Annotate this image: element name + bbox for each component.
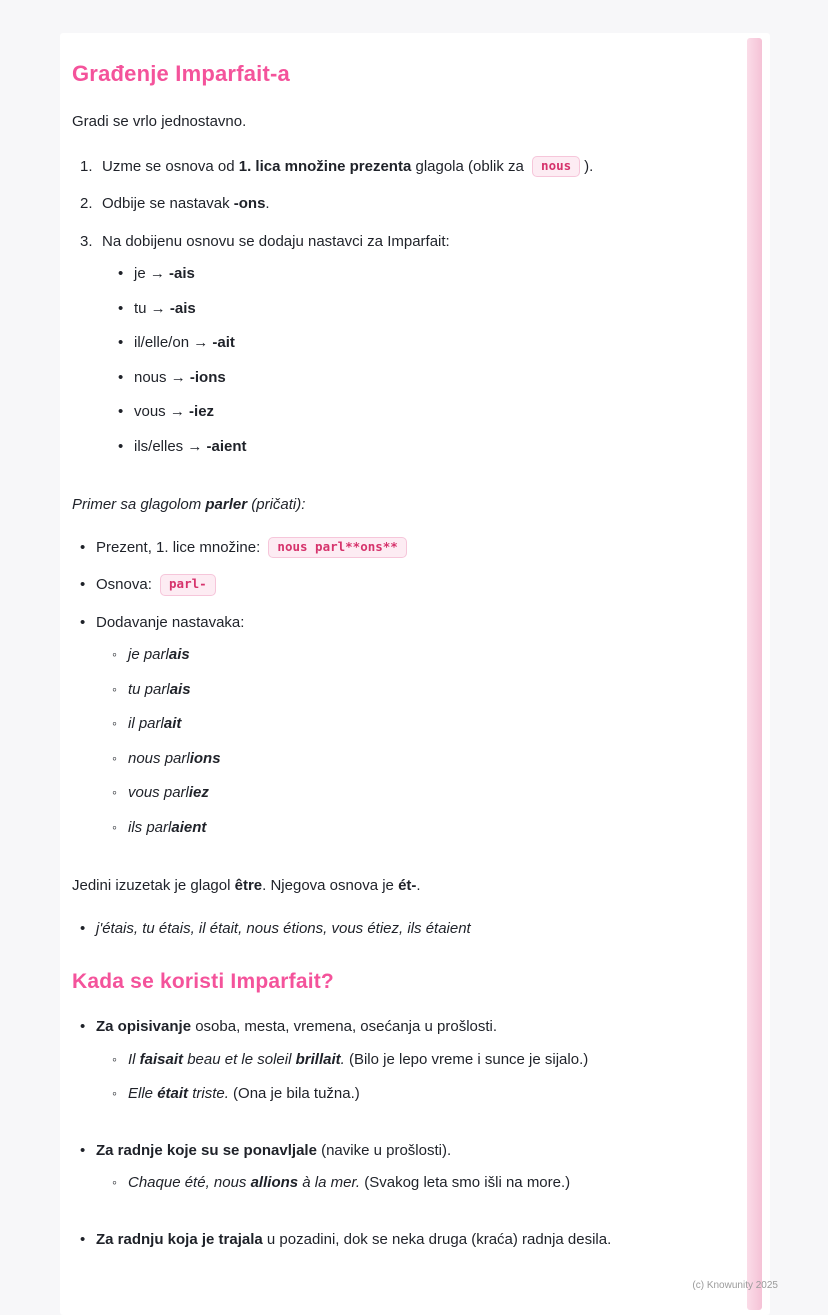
text-run-bold: -aient	[206, 437, 247, 455]
text-run-bold: -iez	[189, 403, 215, 420]
text-run-bold-italic: ions	[189, 749, 221, 767]
exception-example-list	[72, 918, 692, 941]
circle-bullet-marker	[112, 644, 128, 667]
list-item	[80, 1229, 692, 1252]
text-run: je →	[134, 265, 170, 282]
text-run: u pozadini, dok se neka druga (kraća) radnja desila.	[262, 1230, 612, 1248]
text-run-bold: Za radnju koja je trajala	[96, 1230, 263, 1248]
text-run: vous →	[134, 403, 190, 420]
list-item	[112, 679, 692, 702]
bullet-marker	[80, 1140, 96, 1207]
list-item-text	[96, 537, 692, 560]
text-run-bold: -ais	[169, 299, 196, 317]
list-item-text	[134, 263, 195, 286]
list-item-text	[128, 748, 221, 771]
list-item-text: j'étais, tu étais, il était, nous étions, vous étiez, ils étaient	[96, 919, 471, 937]
code-badge: nous parl**ons**	[268, 537, 406, 559]
conjugation-list	[96, 644, 692, 839]
text-run-bold-italic: allions	[250, 1174, 299, 1191]
example-list	[72, 537, 692, 852]
list-item-text	[128, 817, 206, 840]
text-run-italic: je parl	[128, 646, 169, 663]
watermark: (c) Knowunity 2025	[692, 1280, 778, 1291]
text-run-italic: .	[340, 1050, 345, 1068]
text-run-italic: tu parl	[128, 680, 170, 698]
list-item	[80, 156, 692, 179]
text-run: (Ona je bila tužna.)	[228, 1085, 360, 1102]
text-run: ).	[584, 157, 594, 175]
bullet-marker	[118, 332, 134, 355]
text-run-bold-italic: était	[157, 1085, 189, 1102]
bullet-marker	[80, 612, 96, 852]
text-run-bold-italic: brillait	[295, 1050, 341, 1068]
page-title: Građenje Imparfait-a	[72, 61, 290, 86]
list-item-text	[128, 1083, 360, 1106]
steps-list	[72, 156, 692, 471]
intro-paragraph: Gradi se vrlo jednostavno.	[72, 113, 247, 130]
list-item-text	[134, 298, 196, 321]
bullet-marker	[118, 263, 134, 286]
bullet-marker	[118, 298, 134, 321]
text-run-italic: vous parl	[128, 784, 189, 801]
list-item-text	[96, 1229, 692, 1252]
circle-bullet-marker	[112, 1172, 128, 1195]
list-item-text	[134, 401, 214, 424]
list-item	[112, 1083, 692, 1106]
text-run-italic: à la mer.	[298, 1174, 361, 1191]
list-number: 2.	[80, 195, 93, 212]
list-item-text	[96, 574, 692, 597]
list-item	[80, 918, 692, 941]
text-run: Uzme se osnova od	[102, 157, 239, 175]
list-number: 1.	[80, 157, 93, 175]
circle-bullet-marker	[112, 817, 128, 840]
list-item	[112, 748, 692, 771]
circle-bullet-marker	[112, 1049, 128, 1072]
list-item-text	[128, 782, 209, 805]
text-run: Dodavanje nastavaka:	[96, 613, 245, 631]
text-run-bold: ét-	[398, 877, 417, 894]
text-run-bold-italic: iez	[188, 784, 209, 801]
text-run-bold: 1. lica množine prezenta	[238, 157, 412, 175]
text-run: . Njegova osnova je	[262, 877, 399, 894]
text-run-bold: parler	[205, 496, 248, 513]
bullet-marker	[80, 1016, 96, 1118]
section-title: Kada se koristi Imparfait?	[72, 970, 334, 993]
text-run-bold-italic: faisait	[139, 1050, 184, 1068]
text-run-italic: beau et le soleil	[183, 1050, 296, 1068]
text-run-italic: triste.	[188, 1085, 229, 1102]
text-run-italic: Elle	[128, 1085, 158, 1102]
list-item	[118, 436, 692, 459]
list-item	[112, 713, 692, 736]
endings-list	[102, 263, 692, 458]
bullet-marker	[118, 436, 134, 459]
text-run: .	[265, 195, 270, 212]
list-item	[118, 298, 692, 321]
text-run: Prezent, 1. lice množine:	[96, 538, 265, 556]
text-run: Osnova:	[96, 576, 157, 593]
usage-examples	[96, 1172, 692, 1195]
list-item-text	[128, 1049, 588, 1072]
list-item	[118, 367, 692, 390]
list-item	[80, 574, 692, 597]
text-run-bold: -ons	[233, 195, 266, 212]
text-run-bold: -ais	[169, 265, 195, 282]
circle-bullet-marker	[112, 782, 128, 805]
list-item-text	[102, 156, 692, 179]
list-item-text	[128, 679, 191, 702]
list-item	[80, 612, 692, 852]
text-run-italic: nous parl	[128, 749, 190, 767]
text-run: (Svakog leta smo išli na more.)	[360, 1174, 571, 1191]
list-item	[118, 263, 692, 286]
usage-list	[72, 1016, 692, 1251]
list-number: 3.	[80, 232, 93, 250]
list-item	[118, 401, 692, 424]
text-run-bold: Za opisivanje	[96, 1018, 192, 1035]
text-run-bold: Za radnje koje su se ponavljale	[96, 1141, 317, 1159]
list-item-text	[134, 332, 235, 355]
list-item	[112, 644, 692, 667]
text-run-bold-italic: aient	[171, 818, 207, 836]
list-item	[80, 537, 692, 560]
text-run-bold-italic: ais	[169, 680, 191, 698]
list-item-text	[128, 713, 181, 736]
text-run-italic: il parl	[128, 715, 164, 732]
list-item-text	[102, 193, 692, 216]
usage-examples	[96, 1049, 692, 1106]
list-item	[80, 231, 692, 471]
text-run-italic: Il	[128, 1050, 140, 1068]
list-item-text	[96, 1016, 692, 1118]
text-run: .	[416, 877, 421, 894]
text-run: (Bilo je lepo vreme i sunce je sijalo.)	[344, 1050, 589, 1068]
code-badge: nous	[532, 156, 580, 178]
circle-bullet-marker	[112, 748, 128, 771]
text-run-bold-italic: ait	[163, 715, 182, 732]
list-item-text	[134, 367, 226, 390]
text-run-bold: -ions	[189, 368, 226, 386]
bullet-marker	[118, 401, 134, 424]
text-run: (navike u prošlosti).	[316, 1141, 452, 1159]
page-edge-ribbon	[747, 38, 762, 1310]
list-item	[112, 1049, 692, 1072]
list-item	[118, 332, 692, 355]
bullet-marker	[80, 537, 96, 560]
list-item	[80, 1140, 692, 1207]
list-item	[80, 1016, 692, 1118]
code-badge: parl-	[160, 574, 216, 596]
exception-paragraph	[72, 875, 692, 898]
circle-bullet-marker	[112, 1083, 128, 1106]
text-run-italic: ils parl	[128, 818, 172, 836]
text-run: glagola (oblik za	[411, 157, 529, 175]
list-item-text	[102, 231, 692, 471]
text-run: Jedini izuzetak je glagol	[72, 877, 235, 894]
text-run-bold-italic: ais	[168, 646, 190, 663]
text-run: (pričati):	[247, 496, 306, 513]
list-item-text	[96, 1140, 692, 1207]
bullet-marker	[80, 574, 96, 597]
text-run-bold: -ait	[212, 334, 235, 351]
text-run: nous →	[134, 368, 190, 386]
list-item	[80, 193, 692, 216]
circle-bullet-marker	[112, 679, 128, 702]
text-run: il/elle/on →	[134, 334, 213, 351]
bullet-marker	[80, 918, 96, 941]
example-intro	[72, 494, 692, 517]
text-run: Odbije se nastavak	[102, 195, 234, 212]
bullet-marker	[118, 367, 134, 390]
document-card	[60, 33, 778, 1315]
list-item	[112, 782, 692, 805]
text-run-italic: Chaque été, nous	[128, 1174, 251, 1191]
circle-bullet-marker	[112, 713, 128, 736]
text-run: ils/elles →	[134, 437, 207, 455]
text-run: Na dobijenu osnovu se dodaju nastavci za Imparfait:	[102, 232, 450, 250]
list-item-text	[128, 644, 190, 667]
text-run: osoba, mesta, vremena, osećanja u prošlosti.	[191, 1018, 498, 1035]
list-item	[112, 817, 692, 840]
text-run-bold: être	[234, 877, 263, 894]
bullet-marker	[80, 1229, 96, 1252]
text-run: tu →	[134, 299, 170, 317]
text-run: Primer sa glagolom	[72, 496, 206, 513]
list-item-text	[128, 1172, 570, 1195]
list-item-text	[96, 612, 692, 852]
list-item-text	[134, 436, 247, 459]
list-item	[112, 1172, 692, 1195]
